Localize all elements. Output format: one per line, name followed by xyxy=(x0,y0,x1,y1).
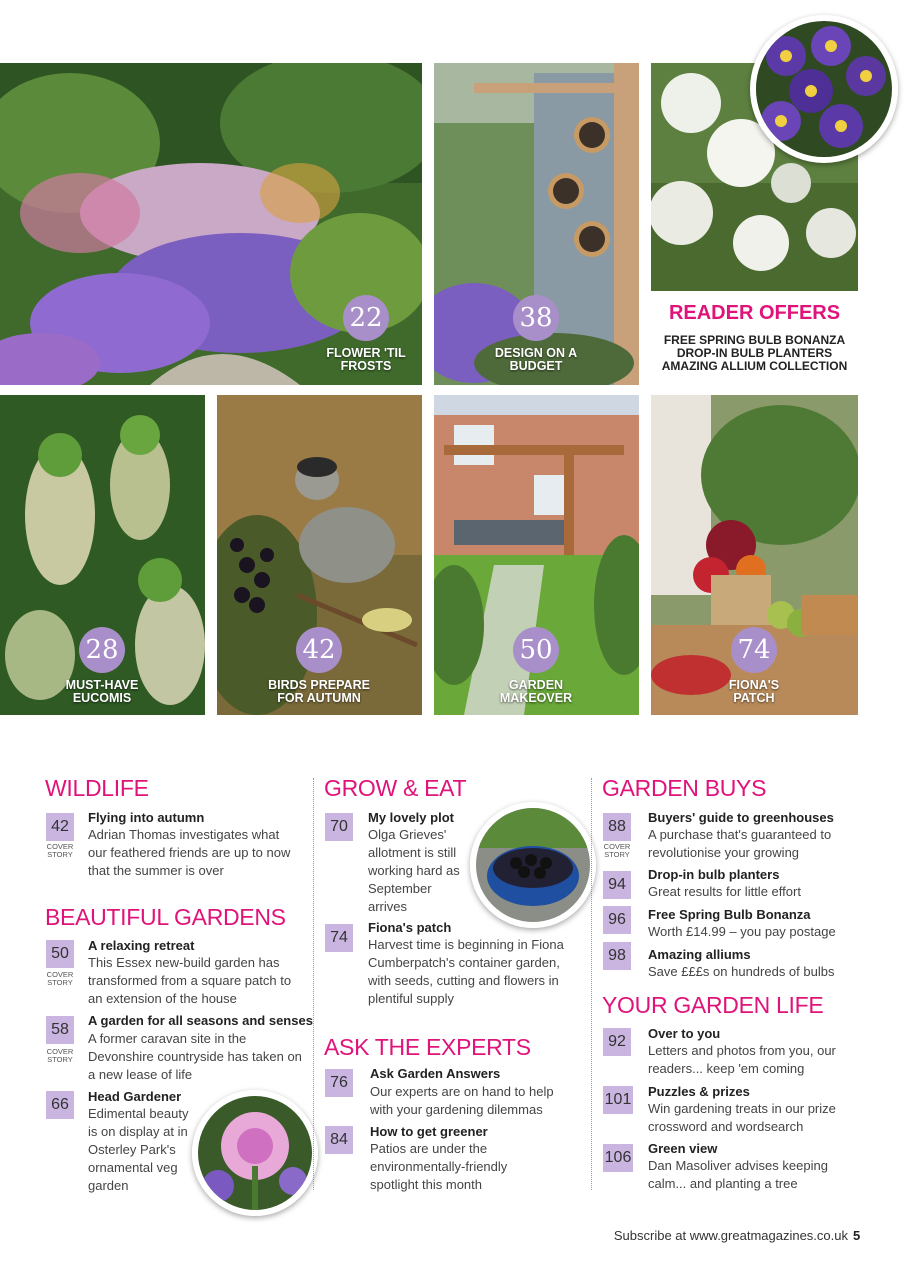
section-title-beautiful-gardens[interactable]: BEAUTIFUL GARDENS xyxy=(45,904,286,930)
tile-page-number: 42 xyxy=(296,627,342,673)
page-number-badge: 96 xyxy=(603,906,631,934)
entry-title[interactable]: Drop-in bulb planters xyxy=(648,867,780,882)
subscribe-link[interactable]: Subscribe at www.greatmagazines.co.uk xyxy=(613,1228,848,1243)
cover-story-label: COVER STORY xyxy=(46,1047,74,1064)
entry-title[interactable]: Ask Garden Answers xyxy=(370,1066,501,1081)
entry-title[interactable]: My lovely plot xyxy=(368,810,454,825)
tile-eucomis[interactable] xyxy=(0,395,205,715)
entry-description: A former caravan site in the Devonshire countryside has taken on a new lease of life xyxy=(88,1031,302,1082)
tile-page-number: 38 xyxy=(513,295,559,341)
page-number-badge: 94 xyxy=(603,871,631,899)
entry-title[interactable]: Free Spring Bulb Bonanza xyxy=(648,907,811,922)
tile-caption: BIRDS PREPARE FOR AUTUMN xyxy=(268,678,370,705)
cover-story-label: COVER STORY xyxy=(603,842,631,859)
page-number-badge: 98 xyxy=(603,942,631,970)
page-number-badge: 58 xyxy=(46,1016,74,1044)
tile-flower-border[interactable] xyxy=(0,63,422,385)
page-number-badge: 101 xyxy=(603,1086,633,1114)
entry-title[interactable]: A relaxing retreat xyxy=(88,938,195,953)
tile-fionas-patch[interactable] xyxy=(651,395,858,715)
section-title-garden-buys[interactable]: GARDEN BUYS xyxy=(602,775,767,801)
section-title-grow-eat[interactable]: GROW & EAT xyxy=(324,775,467,801)
entry-title[interactable]: Buyers' guide to greenhouses xyxy=(648,810,834,825)
entry-title[interactable]: Green view xyxy=(648,1141,718,1156)
page-number-badge: 88 xyxy=(603,813,631,841)
section-title-ask-experts[interactable]: ASK THE EXPERTS xyxy=(324,1034,531,1060)
column-divider xyxy=(313,778,314,1190)
page-number-badge: 84 xyxy=(325,1126,353,1154)
entry-description: Letters and photos from you, our readers... keep 'em coming xyxy=(648,1043,836,1076)
tile-birds[interactable] xyxy=(217,395,422,715)
entry-description: A purchase that's guaranteed to revolutionise your growing xyxy=(648,827,832,860)
reader-offer-line: FREE SPRING BULB BONANZA xyxy=(663,333,846,347)
page-number-badge: 76 xyxy=(325,1069,353,1097)
section-title-wildlife[interactable]: WILDLIFE xyxy=(45,775,149,801)
page-number-badge: 66 xyxy=(46,1091,74,1119)
entry-description: Great results for little effort xyxy=(648,884,801,899)
entry-title[interactable]: Fiona's patch xyxy=(368,920,452,935)
entry-title[interactable]: Head Gardener xyxy=(88,1089,182,1104)
tile-page-number: 28 xyxy=(79,627,125,673)
violas-inset-photo xyxy=(750,15,898,163)
page-number-badge: 74 xyxy=(325,924,353,952)
tile-caption: DESIGN ON A BUDGET xyxy=(494,346,578,373)
entry-description: Worth £14.99 – you pay postage xyxy=(648,924,836,939)
cleome-inset-photo xyxy=(192,1090,318,1216)
page-number-badge: 42 xyxy=(46,813,74,841)
entry-description: This Essex new-build garden has transformed from a square patch to an extension of the house xyxy=(88,955,292,1006)
tile-page-number: 50 xyxy=(513,627,559,673)
tile-page-number: 74 xyxy=(731,627,777,673)
page-number-badge: 50 xyxy=(46,940,74,968)
tile-page-number: 22 xyxy=(343,295,389,341)
entry-title[interactable]: Amazing alliums xyxy=(648,947,751,962)
blackberries-inset-photo xyxy=(470,802,596,928)
entry-title[interactable]: Flying into autumn xyxy=(88,810,205,825)
tile-design-budget[interactable] xyxy=(434,63,639,385)
column-divider xyxy=(591,778,592,1190)
entry-description: Patios are under the environmentally-friendly spotlight this month xyxy=(370,1141,508,1192)
section-title-your-garden-life[interactable]: YOUR GARDEN LIFE xyxy=(602,992,824,1018)
reader-offers-title[interactable]: READER OFFERS xyxy=(668,302,841,324)
tile-caption: FLOWER 'TIL FROSTS xyxy=(326,346,406,373)
entry-title[interactable]: Over to you xyxy=(648,1026,721,1041)
entry-title[interactable]: A garden for all seasons and senses xyxy=(88,1013,313,1028)
reader-offer-line: AMAZING ALLIUM COLLECTION xyxy=(661,359,848,373)
entry-description: Harvest time is beginning in Fiona Cumberpatch's container garden, with seeds, cutting and flowers in plentiful supply xyxy=(368,937,564,1006)
page-number: 5 xyxy=(853,1228,861,1243)
page-number-badge: 92 xyxy=(603,1028,631,1056)
entry-description: Olga Grieves' allotment is still working hard as September arrives xyxy=(368,827,460,914)
tile-garden-makeover[interactable] xyxy=(434,395,639,715)
entry-description: Edimental beauty is on display at in Osterley Park's ornamental veg garden xyxy=(88,1106,189,1193)
entry-description: Win gardening treats in our prize crossword and wordsearch xyxy=(648,1101,836,1134)
tile-caption: GARDEN MAKEOVER xyxy=(499,678,573,705)
page-number-badge: 70 xyxy=(325,813,353,841)
tile-caption: MUST-HAVE EUCOMIS xyxy=(65,678,139,705)
entry-description: Save £££s on hundreds of bulbs xyxy=(648,964,835,979)
cover-story-label: COVER STORY xyxy=(46,842,74,859)
entry-description: Our experts are on hand to help with your gardening dilemmas xyxy=(370,1084,554,1117)
entry-title[interactable]: Puzzles & prizes xyxy=(648,1084,750,1099)
reader-offer-line: DROP-IN BULB PLANTERS xyxy=(676,346,833,360)
tile-caption: FIONA'S PATCH xyxy=(728,678,780,705)
entry-description: Adrian Thomas investigates what our feathered friends are up to now that the summer is over xyxy=(88,827,291,878)
entry-title[interactable]: How to get greener xyxy=(370,1124,488,1139)
cover-story-label: COVER STORY xyxy=(46,970,74,987)
page-number-badge: 106 xyxy=(603,1144,633,1172)
entry-description: Dan Masoliver advises keeping calm... and planting a tree xyxy=(648,1158,828,1191)
